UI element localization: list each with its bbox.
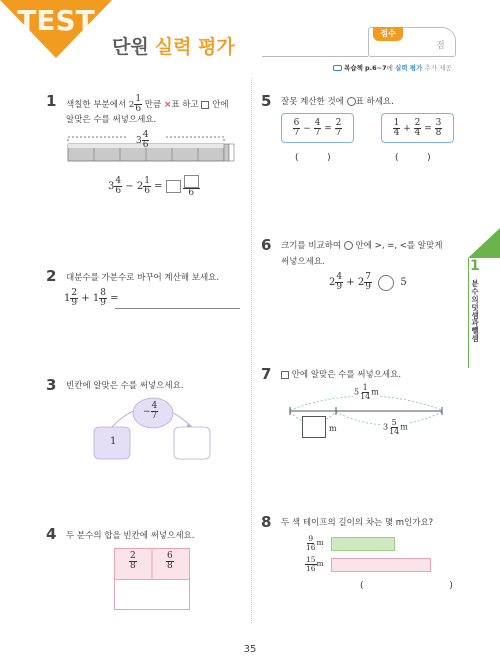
q6-number: 6 bbox=[261, 236, 272, 254]
review-book-reference bbox=[333, 63, 452, 72]
q7-bottom-label bbox=[382, 419, 409, 436]
q7-top-unit: m bbox=[371, 387, 379, 397]
x-mark-icon: × bbox=[163, 100, 172, 110]
q2-num2: 8 bbox=[100, 288, 106, 298]
q1-fraction-bar bbox=[66, 131, 238, 171]
q1-eq-num1: 4 bbox=[115, 176, 122, 186]
q5-r-d3: 8 bbox=[435, 127, 442, 138]
q8-tape2-unit: m bbox=[316, 559, 324, 568]
q5-left-answer[interactable]: ( ) bbox=[295, 153, 331, 163]
title-accent: 실력 평가 bbox=[154, 36, 235, 58]
q7-answer-box[interactable] bbox=[302, 416, 326, 438]
circle-blank-icon bbox=[344, 241, 353, 250]
q1-mixed-fraction bbox=[128, 94, 142, 114]
q3-op-num: 4 bbox=[151, 401, 158, 411]
q6-line1 bbox=[281, 239, 442, 251]
q6-den1: 9 bbox=[336, 282, 343, 292]
q8-tape2-num: 15 bbox=[306, 555, 316, 564]
ref-pages: p.6~7 bbox=[365, 64, 387, 72]
q6-rhs: 5 bbox=[400, 277, 407, 288]
q8-text: 두 색 테이프의 길이의 차는 몇 m인가요? bbox=[281, 518, 434, 528]
q4-a-num: 2 bbox=[130, 551, 136, 561]
q1-num: 1 bbox=[135, 94, 142, 104]
q2-plus: + bbox=[81, 293, 90, 304]
q6-whole2: 2 bbox=[357, 277, 365, 288]
q4-a-den: 8 bbox=[130, 561, 136, 571]
q6-text-a: 크기를 비교하여 bbox=[281, 241, 342, 251]
title-underline bbox=[262, 56, 368, 57]
q3-operator bbox=[143, 402, 158, 421]
q1-bracket-whole: 3 bbox=[136, 136, 142, 146]
q1-eq-whole2: 2 bbox=[136, 181, 144, 192]
q2-den1: 9 bbox=[71, 298, 78, 308]
q8-tape1-label bbox=[305, 535, 324, 551]
q1-eq-num2: 1 bbox=[144, 176, 150, 186]
q4-fraction-b bbox=[166, 552, 174, 571]
q8-number: 8 bbox=[261, 513, 272, 531]
q5-r-eq: = bbox=[424, 123, 432, 134]
ref-book: 복습책 bbox=[344, 64, 363, 72]
q1-answer-den: 6 bbox=[188, 188, 195, 198]
q1-number: 1 bbox=[46, 92, 57, 110]
title-main: 단원 bbox=[112, 36, 149, 58]
q7-number: 7 bbox=[261, 365, 272, 383]
q2-equals: = bbox=[110, 293, 119, 304]
q1-text-b: 만큼 bbox=[144, 100, 162, 110]
score-unit: 점 bbox=[436, 41, 445, 51]
q8-tape1 bbox=[331, 537, 395, 551]
q5-l-eq: = bbox=[324, 123, 332, 134]
q7-bot-num: 5 bbox=[391, 418, 397, 427]
q6-num2: 7 bbox=[365, 272, 371, 282]
q6-text-b: 안에 >, =, <를 알맞게 bbox=[355, 241, 443, 251]
q5-left-equation bbox=[293, 119, 343, 138]
q8-tape1-unit: m bbox=[316, 538, 324, 547]
q5-text-a: 잘못 계산한 것에 bbox=[281, 97, 344, 107]
q2-whole2: 1 bbox=[92, 293, 100, 304]
q2-text: 대분수를 가분수로 바꾸어 계산해 보세요. bbox=[66, 273, 220, 283]
q1-equation bbox=[108, 175, 200, 198]
book-icon bbox=[333, 65, 342, 71]
q3-op-sign: − bbox=[143, 407, 151, 417]
q1-text-c: 표 하고 bbox=[171, 100, 199, 110]
q6-whole1: 2 bbox=[329, 277, 336, 288]
q1-bracket-num: 4 bbox=[142, 130, 149, 140]
q1-bracket-label bbox=[136, 131, 149, 150]
q5-right-equation bbox=[393, 119, 443, 138]
q7-top-label bbox=[353, 384, 380, 401]
q6-expression bbox=[329, 273, 407, 292]
q8-tape2-label bbox=[305, 556, 324, 572]
q1-eq-den1: 6 bbox=[115, 186, 122, 196]
q6-num1: 4 bbox=[336, 272, 343, 282]
q5-r-d2: 4 bbox=[414, 127, 421, 138]
q5-right-answer[interactable]: ( ) bbox=[395, 153, 431, 163]
q4-answer-cell[interactable] bbox=[115, 580, 189, 609]
q5-text-b: 표 하세요. bbox=[355, 97, 394, 107]
q5-text bbox=[281, 95, 394, 107]
q3-start-value: 1 bbox=[110, 436, 117, 447]
q6-plus: + bbox=[346, 277, 355, 288]
q3-op-den: 7 bbox=[151, 411, 158, 421]
q5-l-d2: 7 bbox=[314, 127, 321, 138]
side-tab-label: 분수의 덧셈과 뺄셈 bbox=[471, 279, 479, 344]
q5-l-op: − bbox=[303, 123, 311, 134]
answer-square-icon bbox=[201, 101, 209, 109]
q4-fraction-a bbox=[129, 552, 137, 571]
q1-den: 6 bbox=[135, 104, 142, 114]
q7-top-num: 1 bbox=[362, 383, 368, 392]
q1-line2: 알맞은 수를 써넣으세요. bbox=[66, 115, 157, 125]
q4-number: 4 bbox=[46, 525, 57, 543]
q4-b-num: 6 bbox=[167, 551, 173, 561]
page-number: 35 bbox=[243, 644, 257, 655]
column-divider bbox=[251, 78, 252, 623]
q1-eq-whole1: 3 bbox=[108, 181, 115, 192]
q3-text: 빈칸에 알맞은 수를 써넣으세요. bbox=[66, 381, 184, 391]
q3-answer-box[interactable] bbox=[174, 427, 210, 459]
q1-eq-minus: − bbox=[125, 181, 134, 192]
q8-tape2-den: 16 bbox=[306, 563, 316, 573]
q2-whole1: 1 bbox=[64, 293, 71, 304]
q5-r-d1: 4 bbox=[393, 127, 400, 138]
q5-right-equation-box bbox=[381, 113, 454, 143]
q1-line1 bbox=[66, 95, 229, 114]
q5-r-n3: 3 bbox=[435, 117, 442, 128]
q7-bot-den: 14 bbox=[389, 427, 400, 436]
q5-r-n2: 2 bbox=[414, 117, 421, 128]
q4-text: 두 분수의 합을 빈칸에 써넣으세요. bbox=[66, 531, 195, 541]
test-banner bbox=[0, 0, 112, 58]
q5-number: 5 bbox=[261, 92, 272, 110]
q5-l-n2: 4 bbox=[314, 117, 321, 128]
q2-number: 2 bbox=[46, 267, 57, 285]
q5-l-n3: 2 bbox=[335, 117, 342, 128]
q2-answer-line[interactable] bbox=[115, 308, 240, 309]
q6-compare-circle[interactable] bbox=[378, 275, 394, 291]
q1-whole: 2 bbox=[128, 100, 135, 110]
q6-den2: 9 bbox=[365, 282, 371, 292]
q5-r-n1: 1 bbox=[393, 117, 400, 128]
q5-l-d3: 7 bbox=[335, 127, 342, 138]
q7-text: 안에 알맞은 수를 써넣으세요. bbox=[291, 370, 402, 380]
q1-answer-num-box[interactable] bbox=[184, 175, 199, 188]
circle-mark-icon bbox=[347, 97, 356, 106]
q7-top-den: 14 bbox=[360, 392, 371, 401]
test-banner-text: TEST bbox=[17, 4, 95, 37]
q1-bar-cells bbox=[68, 144, 234, 161]
q8-tape2 bbox=[331, 558, 431, 572]
side-tab-unit: 1 bbox=[470, 258, 480, 274]
q1-eq-den2: 6 bbox=[144, 186, 150, 196]
q5-l-d1: 7 bbox=[293, 127, 300, 138]
q1-eq-equals: = bbox=[154, 181, 163, 192]
q4-b-den: 8 bbox=[167, 561, 173, 571]
q1-text-a: 색칠한 부분에서 bbox=[66, 100, 127, 110]
q7-bot-unit: m bbox=[400, 422, 408, 432]
score-label: 점수 bbox=[373, 27, 403, 41]
ref-highlight: 실력 평가 bbox=[394, 64, 423, 72]
q1-answer-whole-box[interactable] bbox=[166, 180, 181, 193]
q7-box-unit: m bbox=[329, 424, 337, 433]
q1-text-d: 안에 bbox=[212, 100, 229, 110]
q6-line2: 써넣으세요. bbox=[281, 257, 325, 267]
q5-l-n1: 6 bbox=[293, 117, 300, 128]
answer-square-icon-q7 bbox=[281, 371, 289, 379]
q5-left-equation-box bbox=[281, 113, 354, 143]
q7-text-line bbox=[281, 368, 401, 380]
q1-bracket-den: 6 bbox=[142, 140, 149, 150]
q7-top-whole: 5 bbox=[354, 387, 360, 397]
q7-bot-whole: 3 bbox=[383, 422, 389, 432]
q2-den2: 9 bbox=[100, 298, 106, 308]
q2-num1: 2 bbox=[71, 288, 78, 298]
ref-end: 추가 제공 bbox=[424, 64, 452, 72]
q8-tape1-den: 16 bbox=[306, 542, 316, 552]
q2-equation bbox=[64, 289, 119, 308]
page-title bbox=[112, 32, 235, 59]
q5-r-op: + bbox=[403, 123, 411, 134]
q3-number: 3 bbox=[46, 376, 57, 394]
ref-middle: 에 bbox=[386, 64, 393, 72]
q8-tape1-num: 9 bbox=[308, 534, 314, 543]
q8-answer[interactable]: ( ) bbox=[360, 581, 453, 591]
